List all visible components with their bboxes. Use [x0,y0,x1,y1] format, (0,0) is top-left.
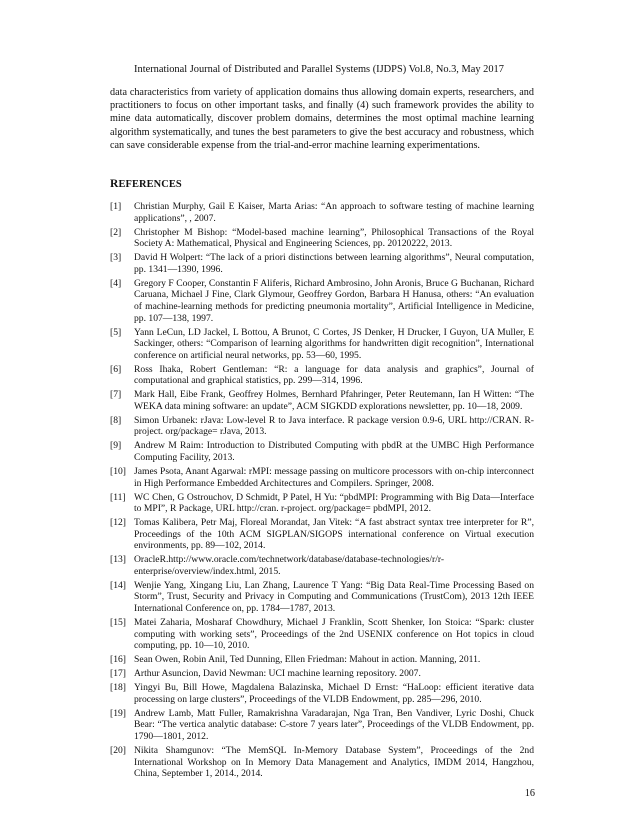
reference-text: OracleR.http://www.oracle.com/technetwork/database/database-technologies/r/r-enterprise/overview/index.html, 2015. [134,554,445,577]
reference-item [110,389,534,412]
reference-number: [13] [110,554,126,566]
reference-number: [2] [110,226,122,238]
reference-list [110,201,534,782]
page-number: 16 [524,788,535,799]
reference-number: [4] [110,277,122,289]
reference-text: Wenjie Yang, Xingang Liu, Lan Zhang, Laurence T Yang: “Big Data Real-Time Processing Based on Storm”, Trust, Security and Privacy in Computing and Communications (TrustCom), 2013 12th IEEE International Conference on, pp. 1784—1787, 2013. [134,579,534,615]
intro-paragraph: data characteristics from variety of application domains thus allowing domain experts, researchers, and practitioners to focus on other important tasks, and finally (4) such framework provides the ability to mine data automatically, discover problem domains, determines the most optimal machine learning algorithm systematically, and tunes the best parameters to give the best accuracy and robustness, which can save considerable expense from the trial-and-error machine learning experimentations. [110,87,534,151]
reference-item [110,654,534,666]
reference-text: Yann LeCun, LD Jackel, L Bottou, A Brunot, C Cortes, JS Denker, H Drucker, I Guyon, UA Muller, E Sackinger, others: “Comparison of learning algorithms for handwritten digit recognition”, International conference on artificial neural networks, pp. 53—60, 1995. [134,326,534,361]
references-heading-initial: R [110,177,119,190]
reference-item [110,227,534,250]
reference-number: [12] [110,517,126,529]
reference-text: Sean Owen, Robin Anil, Ted Dunning, Ellen Friedman: Mahout in action. Manning, 2011. [134,654,481,666]
reference-number: [10] [110,465,126,477]
reference-number: [19] [110,707,126,719]
journal-header: International Journal of Distributed and Parallel Systems (IJDPS) Vol.8, No.3, May 2017 [134,64,504,75]
reference-item [110,364,534,387]
reference-number: [11] [110,491,126,503]
reference-text: Arthur Asuncion, David Newman: UCI machine learning repository. 2007. [134,668,421,680]
reference-number: [15] [110,617,126,629]
reference-number: [9] [110,440,122,452]
reference-number: [5] [110,326,122,338]
reference-text: Christopher M Bishop: “Model-based machine learning”, Philosophical Transactions of the Royal Society A: Mathematical, Physical and Engineering Sciences, pp. 20120222, 2013. [134,226,534,250]
reference-item [110,201,534,224]
reference-number: [17] [110,668,126,680]
reference-text: Nikita Shamgunov: “The MemSQL In-Memory Database System”, Proceedings of the 2nd International Workshop on In Memory Data Management and Analytics, IMDM 2014, Hangzhou, China, September 1, 2014., 2014. [134,744,534,780]
reference-text: WC Chen, G Ostrouchov, D Schmidt, P Patel, H Yu: “pbdMPI: Programming with Big Data—Interface to MPI”, R Package, URL http://cran. r-project. org/package= pbdMPI, 2012. [134,491,534,515]
reference-number: [7] [110,389,122,401]
reference-item [110,668,534,680]
reference-item [110,617,534,652]
reference-item [110,415,534,438]
reference-number: [18] [110,682,126,694]
reference-number: [16] [110,654,126,666]
reference-text: Mark Hall, Eibe Frank, Geoffrey Holmes, Bernhard Pfahringer, Peter Reutemann, Ian H Witten: “The WEKA data mining software: an update”, ACM SIGKDD explorations newsletter, pp. 10—18, 2009. [134,389,534,412]
reference-item [110,708,534,743]
reference-text: Tomas Kalibera, Petr Maj, Floreal Morandat, Jan Vitek: “A fast abstract syntax tree interpreter for R”, Proceedings of the 10th ACM SIGPLAN/SIGOPS international conference on Virtual execution environments, pp. 89—102, 2014. [134,517,534,552]
reference-number: [20] [110,744,126,756]
reference-text: Andrew M Raim: Introduction to Distributed Computing with pbdR at the UMBC High Performance Computing Facility, 2013. [134,440,534,463]
reference-text: Yingyi Bu, Bill Howe, Magdalena Balazinska, Michael D Ernst: “HaLoop: efficient iterative data processing on large clusters”, Proceedings of the VLDB Endowment, pp. 285—296, 2010. [134,682,534,705]
reference-number: [3] [110,252,122,264]
reference-number: [1] [110,201,122,212]
reference-item [110,252,534,275]
reference-item [110,278,534,324]
reference-text: Andrew Lamb, Matt Fuller, Ramakrishna Varadarajan, Nga Tran, Ben Vandiver, Lyric Doshi, Chuck Bear: “The vertica analytic database: C-store 7 years later”, Proceedings of the VLDB Endowment, pp. 1790—1801, 2012. [134,707,534,742]
reference-text: Ross Ihaka, Robert Gentleman: “R: a language for data analysis and graphics”, Journal of computational and graphical statistics, pp. 299—314, 1996. [134,363,534,387]
references-heading [110,177,182,190]
reference-text: Christian Murphy, Gail E Kaiser, Marta Arias: “An approach to software testing of machine learning applications”, , 2007. [134,201,534,224]
reference-item [110,517,534,552]
reference-text: Simon Urbanek: rJava: Low-level R to Java interface. R package version 0.9-6, URL http://CRAN. R-project. org/package= rJava, 2013. [134,414,534,438]
reference-item [110,580,534,615]
reference-text: Matei Zaharia, Mosharaf Chowdhury, Michael J Franklin, Scott Shenker, Ion Stoica: “Spark: cluster computing with working sets”, Proceedings of the 2nd USENIX conference on Hot topics in cloud computing, pp. 10—10, 2010. [134,617,534,652]
reference-item [110,466,534,489]
reference-item [110,492,534,515]
reference-item [110,327,534,362]
reference-text: David H Wolpert: “The lack of a priori distinctions between learning algorithms”, Neural computation, pp. 1341—1390, 1996. [134,252,534,275]
reference-item [110,682,534,705]
reference-item [110,745,534,780]
reference-text: James Psota, Anant Agarwal: rMPI: message passing on multicore processors with on-chip interconnect in High Performance Embedded Architectures and Compilers. Springer, 2008. [134,465,534,489]
reference-number: [14] [110,579,126,591]
references-heading-rest: EFERENCES [118,179,182,190]
reference-text: Gregory F Cooper, Constantin F Aliferis, Richard Ambrosino, John Aronis, Bruce G Buchanan, Richard Caruana, Michael J Fine, Clark Glymour, Geoffrey Gordon, Barbara H Hanusa, others: “An evaluation of machine-learning methods for predicting pneumonia mortality”, Artificial Intelligence in Medicine, pp. 107—138, 1997. [134,277,534,324]
reference-number: [6] [110,363,122,375]
reference-item [110,554,534,577]
reference-item [110,440,534,463]
reference-number: [8] [110,414,122,426]
